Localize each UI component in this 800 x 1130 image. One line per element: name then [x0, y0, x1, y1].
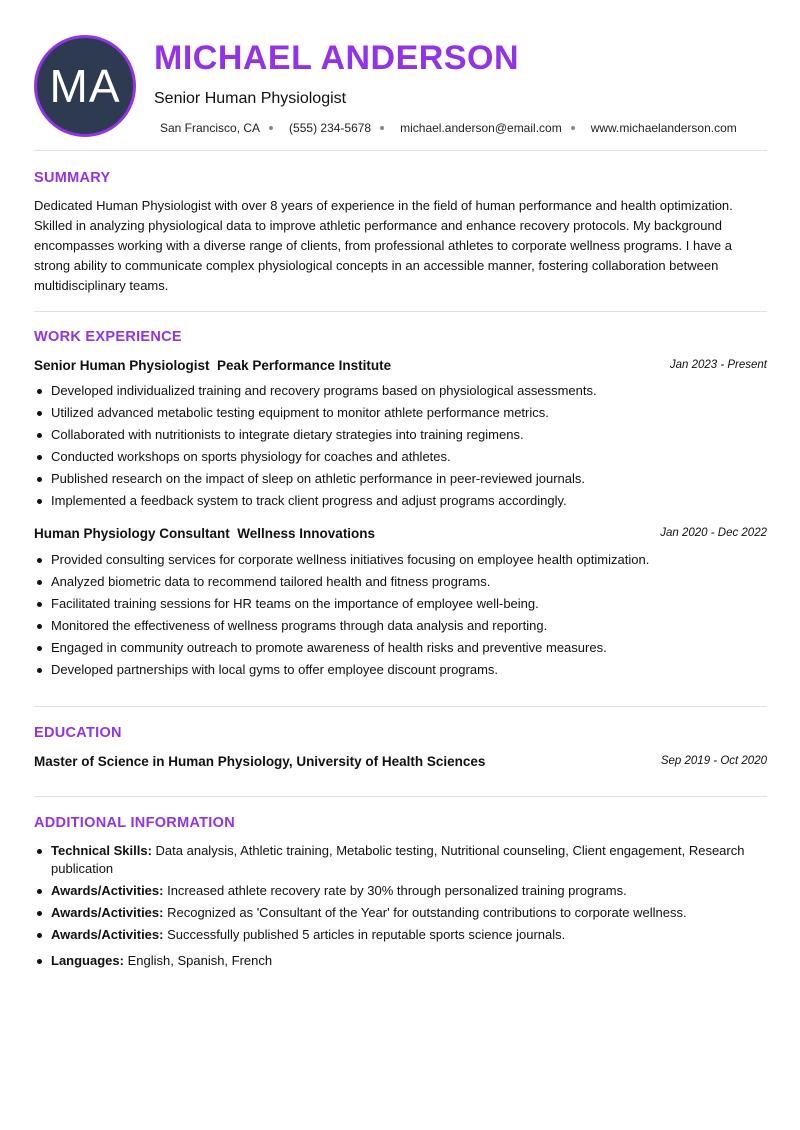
info-text: Recognized as 'Consultant of the Year' for outstanding contributions to corporate wellness.	[167, 905, 687, 920]
education-degree: Master of Science in Human Physiology, University of Health Sciences	[34, 754, 486, 769]
job-bullets	[34, 382, 767, 514]
job-company: Peak Performance Institute	[217, 358, 392, 373]
list-item: Developed partnerships with local gyms to offer employee discount programs.	[34, 661, 767, 683]
contact-website[interactable]: www.michaelanderson.com	[590, 121, 737, 135]
info-text: Increased athlete recovery rate by 30% through personalized training programs.	[167, 883, 627, 898]
list-item: Conducted workshops on sports physiology for coaches and athletes.	[34, 448, 767, 470]
section-divider	[34, 706, 767, 707]
info-label: Awards/Activities:	[51, 927, 164, 942]
list-item: Utilized advanced metabolic testing equipment to monitor athlete performance metrics.	[34, 404, 767, 426]
education-entry	[34, 754, 767, 772]
avatar	[34, 35, 136, 137]
job-role-line	[34, 358, 391, 373]
list-item: Implemented a feedback system to track client progress and adjust programs accordingly.	[34, 492, 767, 514]
list-item	[34, 952, 767, 970]
education-heading: EDUCATION	[34, 725, 122, 741]
summary-heading: SUMMARY	[34, 170, 111, 186]
avatar-initials: MA	[49, 60, 121, 112]
info-text: English, Spanish, French	[127, 953, 273, 968]
list-item	[34, 904, 767, 922]
separator-dot-icon	[380, 126, 384, 130]
list-item: Collaborated with nutritionists to integrate dietary strategies into training regimens.	[34, 426, 767, 448]
list-item	[34, 926, 767, 944]
resume-header	[34, 35, 767, 150]
info-label: Awards/Activities:	[51, 905, 164, 920]
separator-dot-icon	[571, 126, 575, 130]
job-role: Human Physiology Consultant	[34, 526, 230, 541]
job-company: Wellness Innovations	[237, 526, 376, 541]
contact-email[interactable]: michael.anderson@email.com	[400, 121, 562, 135]
list-item: Provided consulting services for corporate wellness initiatives focusing on employee health optimization.	[34, 551, 767, 573]
job-bullets	[34, 551, 767, 683]
contact-phone: (555) 234-5678	[289, 121, 372, 135]
additional-info-list	[34, 842, 767, 974]
additional-heading: ADDITIONAL INFORMATION	[34, 815, 235, 831]
job-role-line	[34, 526, 375, 541]
section-divider	[34, 150, 767, 151]
section-divider	[34, 796, 767, 797]
job-dates: Jan 2020 - Dec 2022	[660, 527, 767, 539]
job-header	[34, 526, 767, 544]
education-dates: Sep 2019 - Oct 2020	[660, 755, 767, 767]
list-item: Published research on the impact of sleep on athletic performance in peer-reviewed journals.	[34, 470, 767, 492]
contact-line	[160, 121, 737, 135]
list-item: Monitored the effectiveness of wellness programs through data analysis and reporting.	[34, 617, 767, 639]
list-item	[34, 842, 767, 878]
job-role: Senior Human Physiologist	[34, 358, 210, 373]
separator-dot-icon	[269, 126, 273, 130]
info-text: Successfully published 5 articles in reputable sports science journals.	[167, 927, 566, 942]
info-label: Languages:	[51, 953, 124, 968]
info-text: Data analysis, Athletic training, Metabolic testing, Nutritional counseling, Client engagement, Research publication	[51, 843, 745, 876]
info-label: Awards/Activities:	[51, 883, 164, 898]
summary-text: Dedicated Human Physiologist with over 8 years of experience in the field of human performance and health optimization. Skilled in analyzing physiological data to improve athletic performance and enhance recovery protocols. My background encompasses working with a diverse range of clients, from professional athletes to corporate wellness programs. I have a strong ability to communicate complex physiological concepts in an accessible manner, fostering collaboration between multidisciplinary teams.	[34, 198, 733, 293]
section-divider	[34, 311, 767, 312]
list-item: Developed individualized training and recovery programs based on physiological assessments.	[34, 382, 767, 404]
list-item	[34, 882, 767, 900]
experience-heading: WORK EXPERIENCE	[34, 329, 182, 345]
info-label: Technical Skills:	[51, 843, 152, 858]
list-item: Engaged in community outreach to promote awareness of health risks and preventive measures.	[34, 639, 767, 661]
job-header	[34, 358, 767, 376]
list-item: Facilitated training sessions for HR teams on the importance of employee well-being.	[34, 595, 767, 617]
contact-location: San Francisco, CA	[160, 121, 261, 135]
list-item: Analyzed biometric data to recommend tailored health and fitness programs.	[34, 573, 767, 595]
job-dates: Jan 2023 - Present	[669, 359, 767, 371]
candidate-name: MICHAEL ANDERSON	[154, 39, 520, 77]
candidate-title: Senior Human Physiologist	[154, 90, 347, 107]
